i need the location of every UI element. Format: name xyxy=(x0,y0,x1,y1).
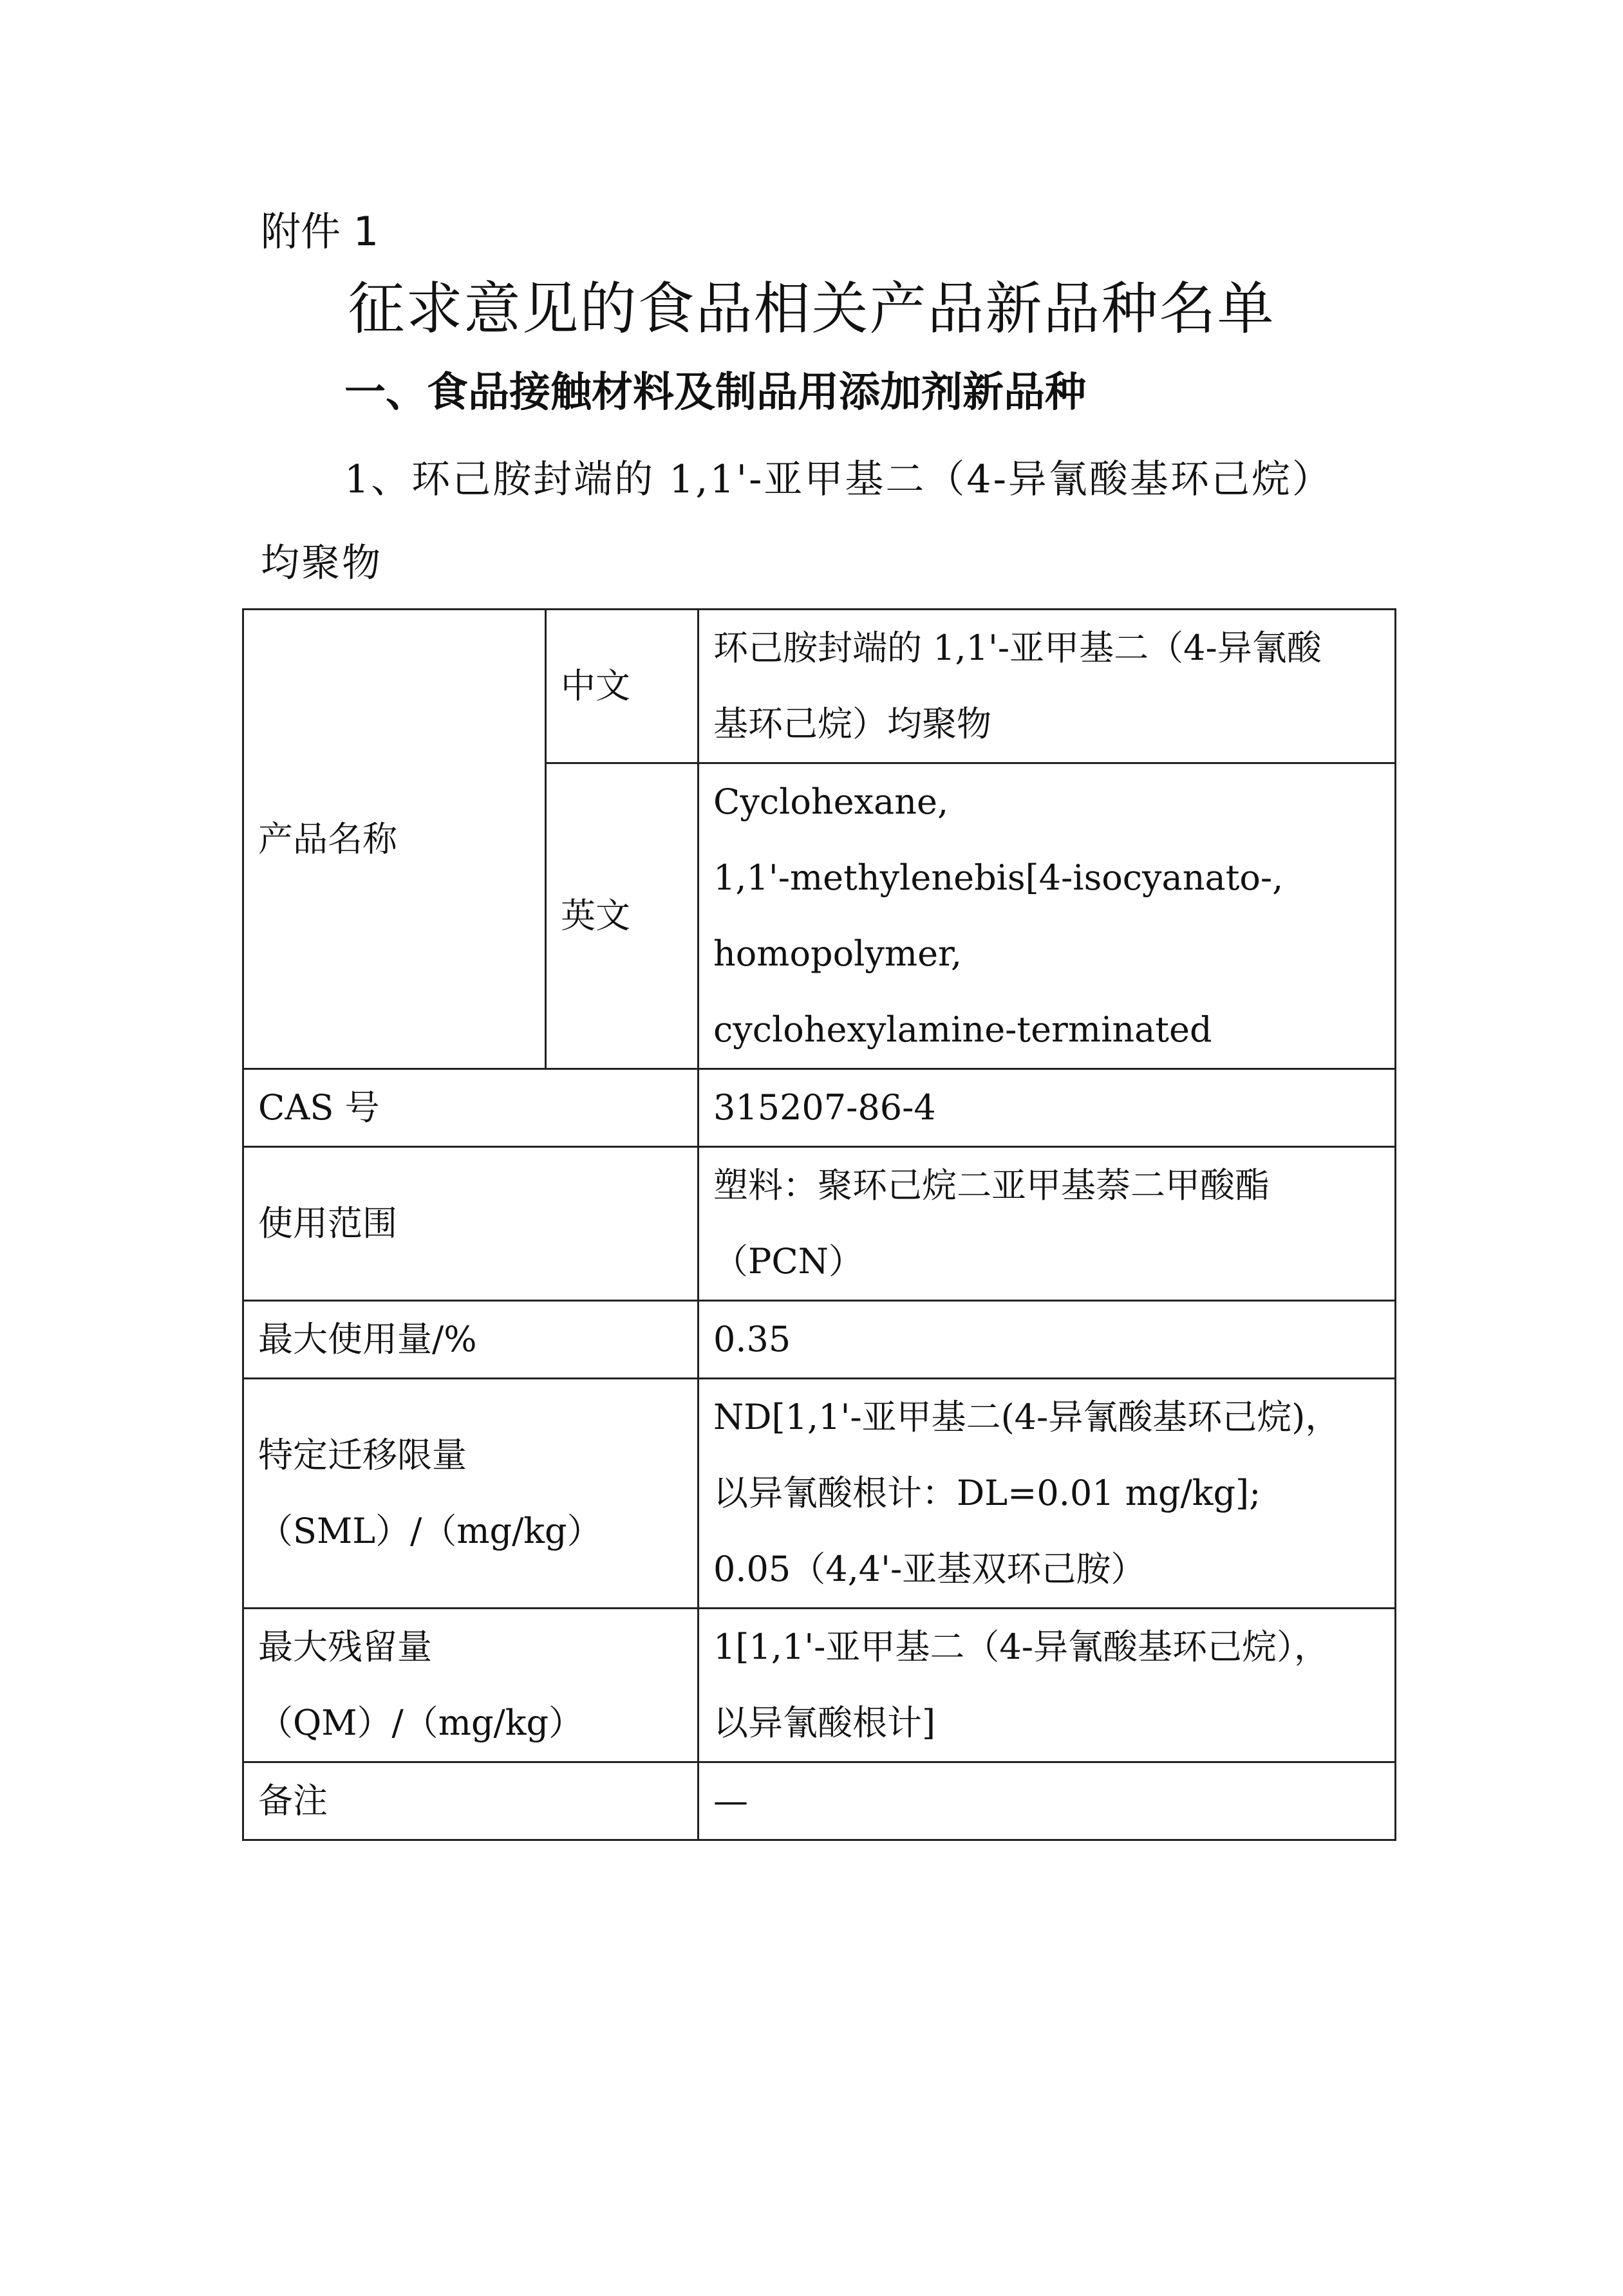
table-row xyxy=(243,1069,1396,1147)
table-row xyxy=(243,1762,1396,1840)
text-line: 1,1'-methylenebis[4-isocyanato-, xyxy=(713,857,1284,898)
table-row xyxy=(243,1301,1396,1379)
remarks-value: — xyxy=(699,1762,1396,1840)
item-heading-continuation: 均聚物 xyxy=(261,541,382,586)
section-heading: 一、食品接触材料及制品用添加剂新品种 xyxy=(344,369,1086,416)
product-name-label: 产品名称 xyxy=(243,610,546,1069)
english-name-value xyxy=(699,763,1396,1069)
text-line: 最大残留量 xyxy=(258,1627,432,1667)
max-use-value: 0.35 xyxy=(699,1301,1396,1379)
qm-label xyxy=(243,1609,699,1762)
english-label: 英文 xyxy=(546,763,699,1069)
text-line: 以异氰酸根计：DL=0.01 mg/kg]; xyxy=(713,1473,1261,1513)
scope-value xyxy=(699,1147,1396,1301)
sml-label xyxy=(243,1379,699,1609)
text-line: 基环己烷）均聚物 xyxy=(713,704,991,744)
table-row xyxy=(243,610,1396,763)
item-heading: 1、环己胺封端的 1,1'-亚甲基二（4-异氰酸基环己烷） xyxy=(344,457,1333,502)
max-use-label: 最大使用量/% xyxy=(243,1301,699,1379)
text-line: 以异氰酸根计] xyxy=(713,1703,936,1743)
remarks-label: 备注 xyxy=(243,1762,699,1840)
table-row xyxy=(243,1609,1396,1762)
cas-label: CAS 号 xyxy=(243,1069,699,1147)
text-line: Cyclohexane, xyxy=(713,781,949,822)
qm-value xyxy=(699,1609,1396,1762)
text-line: （SML）/（mg/kg） xyxy=(258,1511,602,1551)
attachment-label: 附件 1 xyxy=(261,208,379,255)
page-title: 征求意见的食品相关产品新品种名单 xyxy=(348,275,1275,342)
chinese-label: 中文 xyxy=(546,610,699,763)
scope-label: 使用范围 xyxy=(243,1147,699,1301)
sml-value xyxy=(699,1379,1396,1609)
text-line: 塑料：聚环己烷二亚甲基萘二甲酸酯 xyxy=(713,1165,1270,1206)
text-line: （PCN） xyxy=(713,1241,863,1282)
text-line: 特定迁移限量 xyxy=(258,1435,467,1475)
chinese-name-value xyxy=(699,610,1396,763)
text-line: homopolymer, xyxy=(713,933,962,974)
text-line: ND[1,1'-亚甲基二(4-异氰酸基环己烷)， xyxy=(713,1397,1340,1437)
table-row xyxy=(243,1147,1396,1301)
text-line: （QM）/（mg/kg） xyxy=(258,1703,584,1743)
table-row xyxy=(243,1379,1396,1609)
text-line: 1[1,1'-亚甲基二（4-异氰酸基环己烷）， xyxy=(713,1627,1329,1667)
text-line: 环己胺封端的 1,1'-亚甲基二（4-异氰酸 xyxy=(713,628,1322,668)
product-info-table xyxy=(242,608,1396,1841)
text-line: 0.05（4,4'-亚基双环己胺） xyxy=(713,1549,1146,1589)
cas-value: 315207-86-4 xyxy=(699,1069,1396,1147)
text-line: cyclohexylamine-terminated xyxy=(713,1009,1212,1050)
